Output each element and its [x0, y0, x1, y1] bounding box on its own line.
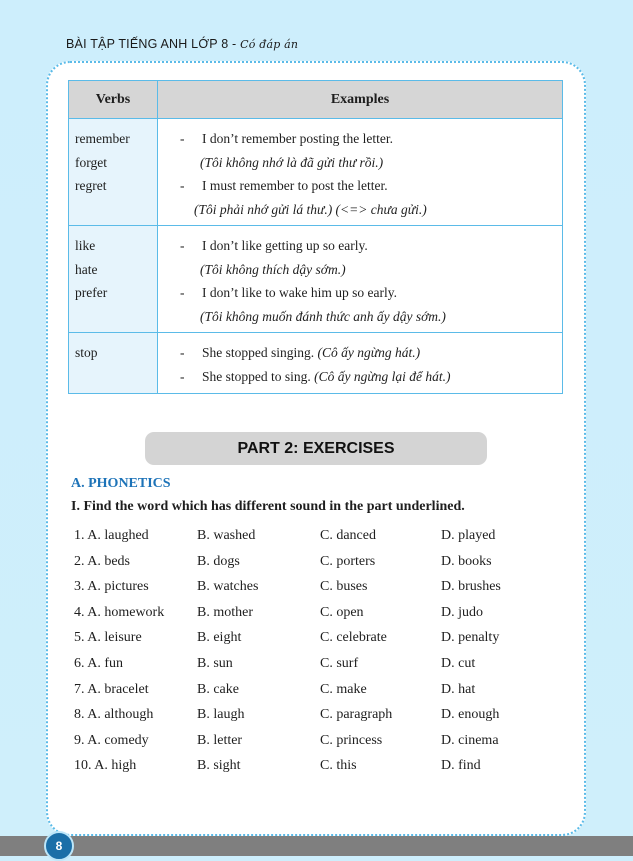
- answer-option: 4. A. homework: [74, 604, 165, 620]
- book-subtitle: Có đáp án: [240, 38, 299, 51]
- answer-option: C. this: [320, 758, 357, 774]
- answer-option: 7. A. bracelet: [74, 681, 149, 697]
- answer-option: D. enough: [441, 707, 500, 723]
- verb: regret: [75, 178, 107, 193]
- answer-option: 6. A. fun: [74, 656, 123, 671]
- answer-option: C. celebrate: [320, 630, 387, 646]
- footer-bar: [0, 836, 633, 856]
- question-row: [74, 656, 564, 682]
- table-row: [69, 226, 563, 333]
- question-row: [74, 630, 564, 656]
- answer-option: D. hat: [441, 681, 476, 697]
- verbs-table: [68, 80, 563, 394]
- answer-option: 9. A. comedy: [74, 732, 149, 748]
- example-translation: (Tôi không thích dậy sớm.): [200, 261, 346, 277]
- example-sentence: - I don’t like getting up so early.: [180, 238, 368, 253]
- answer-option: 10. A. high: [74, 758, 137, 774]
- table-row: [69, 333, 563, 394]
- answer-option: C. danced: [320, 528, 376, 543]
- question-row: [74, 733, 564, 759]
- part-title-banner: PART 2: EXERCISES: [145, 432, 487, 465]
- answer-option: B. letter: [197, 732, 243, 748]
- answer-option: C. paragraph: [320, 707, 393, 723]
- examples-column-header: Examples: [158, 81, 563, 119]
- answer-option: B. laugh: [197, 707, 245, 723]
- example-sentence: - I don’t like to wake him up so early.: [180, 285, 397, 300]
- verb: remember: [75, 131, 130, 146]
- verb: forget: [75, 154, 107, 170]
- verbs-column-header: Verbs: [69, 81, 158, 119]
- answer-option: B. eight: [197, 630, 242, 646]
- verbs-cell: [69, 333, 158, 394]
- example-translation: (Tôi không nhớ là đã gửi thư rồi.): [200, 154, 384, 170]
- answer-option: B. mother: [197, 604, 253, 620]
- answer-option: D. cinema: [441, 732, 499, 748]
- answer-option: C. porters: [320, 553, 376, 569]
- answer-option: B. cake: [197, 681, 239, 697]
- verb: like: [75, 238, 96, 253]
- example-sentence: - I don’t remember posting the letter.: [180, 131, 393, 146]
- examples-cell: [158, 119, 563, 226]
- book-title: BÀI TẬP TIẾNG ANH LỚP 8 -: [66, 37, 241, 51]
- answer-option: D. books: [441, 553, 492, 569]
- question-row: [74, 579, 564, 605]
- table-row: [69, 119, 563, 226]
- answer-option: 5. A. leisure: [74, 630, 142, 646]
- example-sentence: - She stopped to sing. (Cô ấy ngừng lại để hát.): [180, 368, 451, 384]
- answer-option: B. sight: [197, 758, 241, 774]
- table-header-row: [69, 81, 563, 119]
- verb: stop: [75, 345, 98, 360]
- answer-option: 3. A. pictures: [74, 579, 149, 595]
- question-row: [74, 528, 564, 554]
- question-row: [74, 605, 564, 631]
- verbs-cell: [69, 226, 158, 333]
- answer-option: D. cut: [441, 656, 476, 671]
- answer-option: B. washed: [197, 528, 256, 543]
- question-row: [74, 707, 564, 733]
- answer-option: 1. A. laughed: [74, 528, 149, 543]
- verb: hate: [75, 261, 98, 277]
- answer-option: B. dogs: [197, 553, 240, 569]
- exercise-instruction: I. Find the word which has different sound in the part underlined.: [71, 499, 465, 514]
- example-sentence: - She stopped singing. (Cô ấy ngừng hát.): [180, 345, 421, 360]
- answer-option: D. find: [441, 758, 481, 774]
- answer-option: B. sun: [197, 656, 233, 671]
- page-number: 8: [44, 831, 74, 861]
- answer-option: 2. A. beds: [74, 553, 130, 569]
- question-row: [74, 554, 564, 580]
- example-translation: (Tôi không muốn đánh thức anh ấy dậy sớm.): [200, 308, 446, 324]
- answer-option: 8. A. although: [74, 707, 154, 723]
- answer-option: D. brushes: [441, 579, 501, 595]
- section-title: A. PHONETICS: [71, 476, 171, 491]
- answer-option: D. penalty: [441, 630, 500, 646]
- page-header: [66, 37, 298, 51]
- examples-cell: [158, 333, 563, 394]
- answer-option: C. make: [320, 681, 367, 697]
- answer-option: B. watches: [197, 579, 259, 595]
- answer-option: C. buses: [320, 579, 368, 595]
- answer-option: C. surf: [320, 656, 359, 671]
- answer-option: C. open: [320, 604, 364, 620]
- answer-option: C. princess: [320, 732, 383, 748]
- answer-option: D. played: [441, 528, 496, 543]
- example-translation: (Tôi phải nhớ gửi lá thư.) (<=> chưa gửi.): [194, 201, 427, 217]
- verbs-cell: [69, 119, 158, 226]
- answer-option: D. judo: [441, 604, 483, 620]
- examples-cell: [158, 226, 563, 333]
- verb: prefer: [75, 285, 108, 300]
- question-row: [74, 682, 564, 708]
- example-sentence: - I must remember to post the letter.: [180, 178, 388, 193]
- question-row: [74, 758, 564, 784]
